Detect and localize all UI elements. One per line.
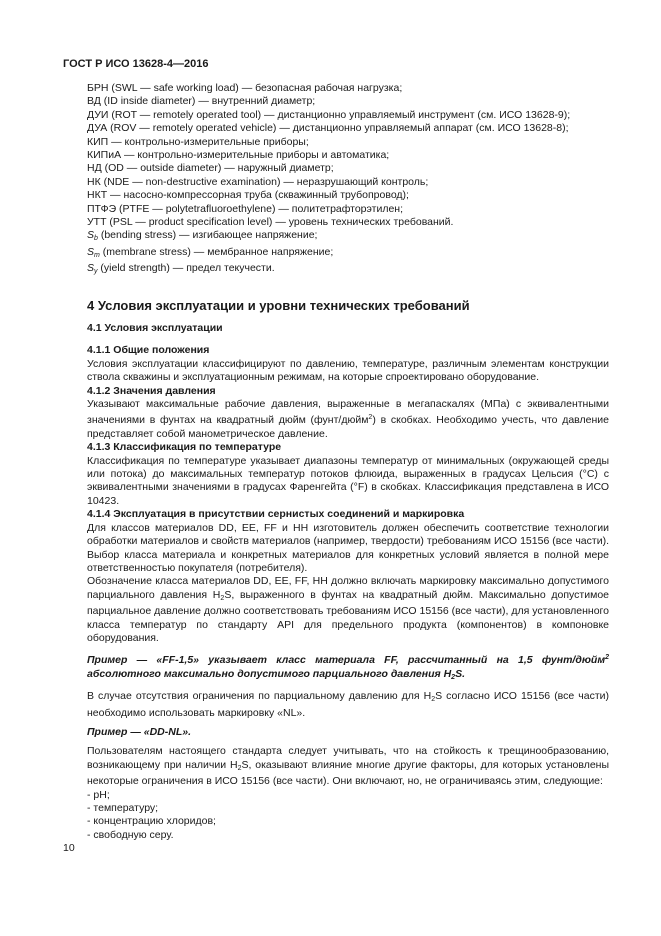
abbr-item: ПТФЭ (PTFE — polytetrafluoroethylene) — политетрафторэтилен; [87,202,404,215]
heading-4-1-1: 4.1.1 Общие положения [87,344,210,357]
list-item: - концентрацию хлоридов; [87,815,216,828]
heading-4-1: 4.1 Условия эксплуатации [87,322,223,334]
abbr-item: БРН (SWL — safe working load) — безопасная рабочая нагрузка; [87,82,403,94]
paragraph-4-1-4-d: Пользователям настоящего стандарта следует учитывать, что на стойкость к трещинообразованию, возникающему при наличии $H_2S$, оказывают влияние многие другие факторы, для которых установлены некоторые ограничения в ИСО 15156 (все части). Они включают, но, не ограничиваясь этим, следующие: [87,745,610,788]
list-item: - температуру; [87,802,159,814]
list-item: - свободную серу. [87,828,174,841]
heading-4-1-4: 4.1.4 Эксплуатация в присутствии сернистых соединений и маркировка [87,508,465,521]
abbreviations-list [87,82,609,279]
abbr-item: УТТ (PSL — product specification level) — уровень технических требований. [87,216,454,229]
page-number: 10 [63,842,75,854]
abbr-item: ВД (ID inside diameter) — внутренний диаметр; [87,95,316,108]
heading-4-1-2: 4.1.2 Значения давления [87,384,216,397]
heading-4-1-3: 4.1.3 Классификация по температуре [87,441,282,454]
paragraph-4-1-4-a: Для классов материалов DD, EE, FF и HH изготовитель должен обеспечить соответствие технологии обработки материалов и свойств материалов (например, твердости) требованиям ИСО 15156 (все части). Выбор класса материала и конкретных материалов для конкретных условий является в полной мере ответственностью покупателя (потребителя). [87,521,609,574]
paragraph-4-1-2: Указывают максимальные рабочие давления, выраженные в мегапаскалях (МПа) с эквивалентными значениями в фунтах на квадратный дюйм (фунт/дюйм$^2$) в скобках. Необходимо учесть, что давление представляет собой манометрическое давление. [87,398,609,440]
document-header: ГОСТ Р ИСО 13628-4—2016 [63,58,209,70]
section-4-title: 4 Условия эксплуатации и уровни технических требований [87,298,470,313]
abbr-item: КИПиА — контрольно-измерительные приборы и автоматика; [87,149,390,162]
section-4-body [87,322,609,842]
example-1: Пример — «FF-1,5» указывает класс материала FF, рассчитанный на 1,5 фунт/дюйм$^2$ абсолютного максимально допустимого парциального давления $H_2S$. [87,654,609,681]
abbr-item: ДУА (ROV — remotely operated vehicle) — дистанционно управляемый аппарат (см. ИСО 13628-8); [87,122,569,135]
symbol-item: $S_b$ (bending stress) — изгибающее напряжение; [87,229,318,243]
paragraph-4-1-4-b: Обозначение класса материалов DD, EE, FF, HH должно включать маркировку максимально допустимого парциального давления $H_2S$, выраженного в фунтах на квадратный дюйм. Максимально допустимое парциальное давление должно соответствовать требованиям ИСО 15156 (все части), для установленного класса температур по стандарту API для предельного продукта (компонентов) в компоновке оборудования. [87,575,610,644]
abbr-item: НК (NDE — non-destructive examination) — неразрушающий контроль; [87,175,429,188]
list-item: - pH; [87,788,110,801]
symbol-item: $S_m$ (membrane stress) — мембранное напряжение; [87,245,334,259]
abbr-item: КИП — контрольно-измерительные приборы; [87,135,309,148]
example-2: Пример — «DD-NL». [87,725,191,738]
paragraph-4-1-3: Классификация по температуре указывает диапазоны температур от минимальных (окружающей среды или потока) до максимальных температур потоков флюида, выраженных в градусах Цельсия (°C) с эквивалентными значениями в градусах Фаренгейта (°F) в скобках. Классификация представлена в ИСО 10423. [87,454,609,507]
abbr-item: ДУИ (ROT — remotely operated tool) — дистанционно управляемый инструмент (см. ИСО 13628-9); [87,108,571,121]
abbr-item: НКТ — насосно-компрессорная труба (скважинный трубопровод); [87,189,409,202]
paragraph-4-1-4-c: В случае отсутствия ограничения по парциальному давлению для $H_2S$ согласно ИСО 15156 (все части) необходимо использовать маркировку «NL». [87,690,610,719]
symbol-item: $S_y$ (yield strength) — предел текучести. [87,262,275,276]
paragraph-4-1-1: Условия эксплуатации классифицируют по давлению, температуре, различным элементам конструкции ствола скважины и эксплуатационным режимам, на которые спроектировано оборудование. [87,357,609,384]
abbr-item: НД (OD — outside diameter) — наружный диаметр; [87,162,334,175]
